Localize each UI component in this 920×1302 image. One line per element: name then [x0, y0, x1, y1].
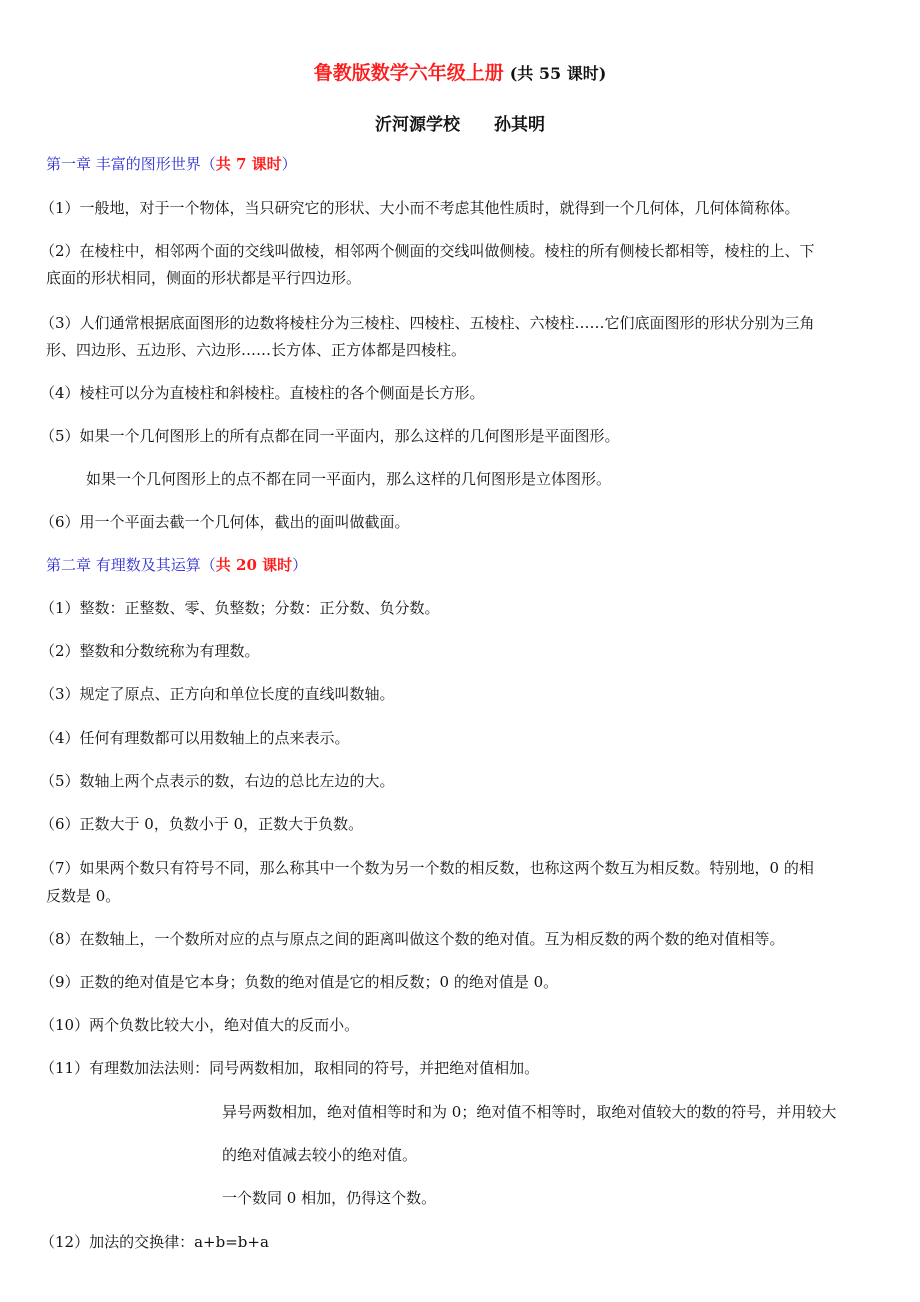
chapter-1-heading: [46, 154, 297, 174]
paragraph-line: （8）在数轴上，一个数所对应的点与原点之间的距离叫做这个数的绝对值。互为相反数的两个数的绝对值相等。: [40, 930, 785, 948]
chapter-1-count: 共 7 课时: [215, 155, 282, 173]
paragraph-line: 反数是 0。: [46, 887, 121, 905]
paragraph-line: 一个数同 0 相加，仍得这个数。: [222, 1189, 437, 1207]
paragraph-line: （1）整数：正整数、零、负整数；分数：正分数、负分数。: [40, 599, 440, 617]
paragraph-line: （6）用一个平面去截一个几何体，截出的面叫做截面。: [40, 513, 410, 531]
paragraph-line: 底面的形状相同，侧面的形状都是平行四边形。: [46, 269, 362, 287]
paragraph-line: 形、四边形、五边形、六边形……长方体、正方体都是四棱柱。: [46, 341, 467, 359]
school-name: 沂河源学校: [375, 115, 460, 135]
paragraph-line: （2）在棱柱中，相邻两个面的交线叫做棱，相邻两个侧面的交线叫做侧棱。棱柱的所有侧棱长都相等，棱柱的上、下: [40, 242, 815, 260]
paragraph-line: （5）数轴上两个点表示的数，右边的总比左边的大。: [40, 772, 395, 790]
paragraph-line: （4）棱柱可以分为直棱柱和斜棱柱。直棱柱的各个侧面是长方形。: [40, 384, 485, 402]
paragraph-line: （9）正数的绝对值是它本身；负数的绝对值是它的相反数；0 的绝对值是 0。: [40, 973, 559, 991]
paragraph-line: （1）一般地，对于一个物体，当只研究它的形状、大小而不考虑其他性质时，就得到一个几何体，几何体简称体。: [40, 199, 800, 217]
paragraph-line: 的绝对值减去较小的绝对值。: [222, 1146, 418, 1164]
paragraph-line: （5）如果一个几何图形上的所有点都在同一平面内，那么这样的几何图形是平面图形。: [40, 427, 620, 445]
paragraph-line: （7）如果两个数只有符号不同，那么称其中一个数为另一个数的相反数，也称这两个数互为相反数。特别地，0 的相: [40, 859, 814, 877]
title-text: 鲁教版数学六年级上册: [313, 62, 504, 84]
title-lesson-count: (共 55 课时): [509, 64, 607, 83]
paragraph-line: （6）正数大于 0，负数小于 0，正数大于负数。: [40, 815, 364, 833]
paragraph-line: （10）两个负数比较大小，绝对值大的反而小。: [40, 1016, 360, 1034]
chapter-2-title: 第二章 有理数及其运算（: [46, 556, 216, 574]
chapter-1-title: 第一章 丰富的图形世界（: [46, 155, 216, 173]
paragraph-line: （3）规定了原点、正方向和单位长度的直线叫数轴。: [40, 685, 395, 703]
chapter-2-count: 共 20 课时: [215, 556, 293, 574]
paragraph-line: （11）有理数加法法则：同号两数相加，取相同的符号，并把绝对值相加。: [40, 1059, 540, 1077]
paragraph-line: 如果一个几何图形上的点不都在同一平面内，那么这样的几何图形是立体图形。: [86, 470, 612, 488]
author-name: 孙其明: [494, 115, 545, 135]
paragraph-line: （2）整数和分数统称为有理数。: [40, 642, 260, 660]
author-line: [0, 110, 920, 135]
document-title: [0, 58, 920, 85]
paragraph-line: （3）人们通常根据底面图形的边数将棱柱分为三棱柱、四棱柱、五棱柱、六棱柱……它们底面图形的形状分别为三角: [40, 314, 815, 332]
paragraph-line: （12）加法的交换律：a+b=b+a: [40, 1233, 269, 1251]
chapter-2-close: ）: [292, 556, 308, 574]
chapter-1-close: ）: [281, 155, 297, 173]
chapter-2-heading: [46, 555, 307, 575]
paragraph-line: 异号两数相加，绝对值相等时和为 0；绝对值不相等时，取绝对值较大的数的符号，并用较大: [222, 1103, 837, 1121]
paragraph-line: （4）任何有理数都可以用数轴上的点来表示。: [40, 729, 350, 747]
